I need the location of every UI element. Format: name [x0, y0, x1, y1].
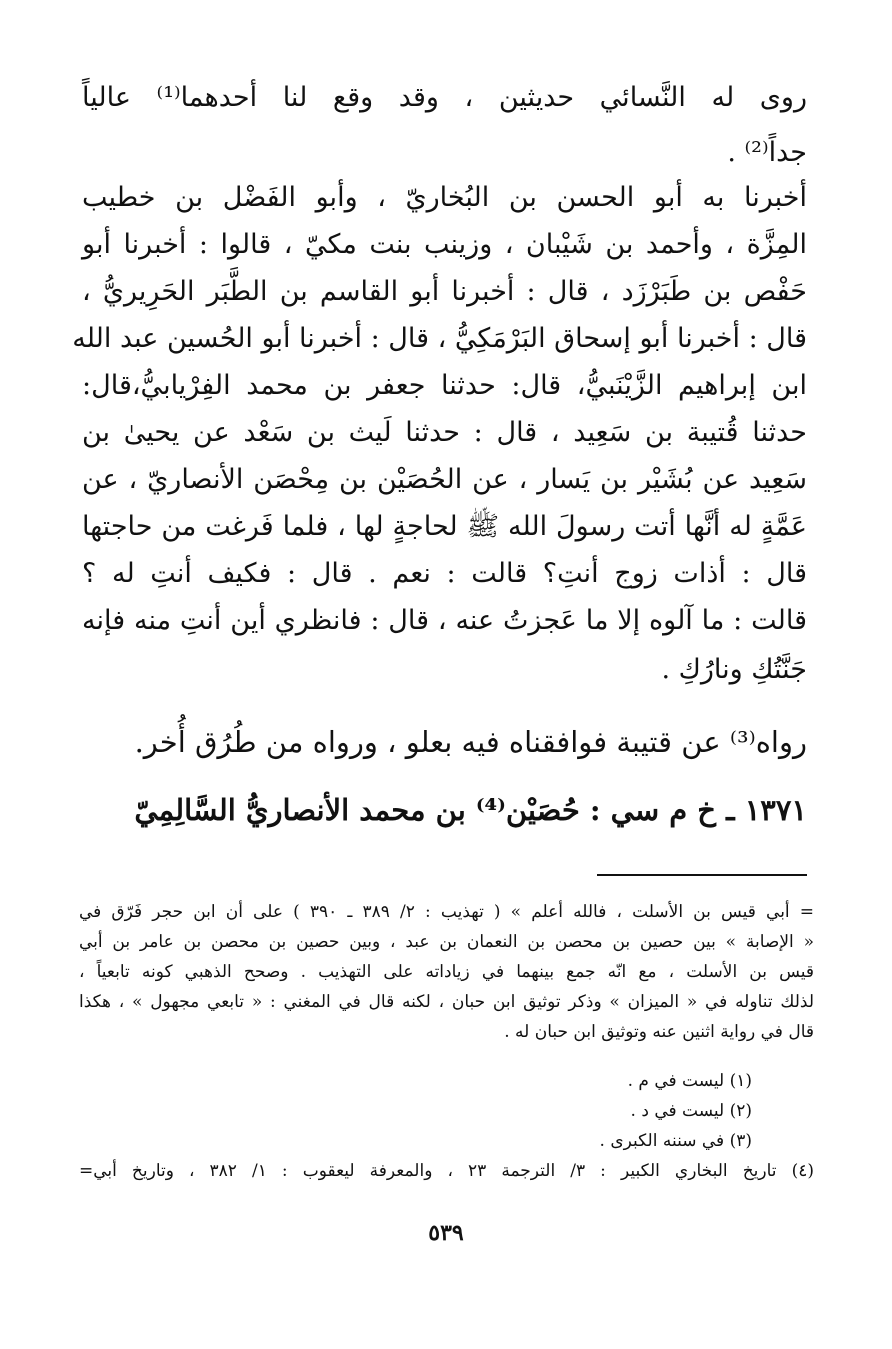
footnote-separator [597, 874, 807, 876]
body-line-8: حدثنا قُتيبة بن سَعِيد ، قال : حدثنا لَيث بن سَعْد عن يحيىٰ بن [82, 417, 807, 448]
footnote-continuation-line-1: = أبي قيس بن الأسلت ، فالله أعلم » ( تهذيب : ٢/ ٣٨٩ ـ ٣٩٠ ) على أن ابن حجر فَرّق في [79, 902, 815, 922]
body-line-5: حَفْص بن طَبَرْزَد ، قال : أخبرنا أبو القاسم بن الطَّبَر الحَرِيريُّ ، [82, 276, 807, 307]
footnote-3: (٣) في سننه الكبرى . [599, 1131, 752, 1151]
body-line-1: روى له النَّسائي حديثين ، وقد وقع لنا أحدهما⁽¹⁾ عالياً [82, 82, 808, 113]
footnote-continuation-line-4: لذلك تناوله في « الميزان » وذكر توثيق ابن حبان ، لكنه قال في المغني : « تابعي مجهول » ، هكذا [79, 992, 814, 1012]
footnote-4: (٤) تاريخ البخاري الكبير : ٣/ الترجمة ٢٣ ، والمعرفة ليعقوب : ١/ ٣٨٢ ، وتاريخ أبي= [79, 1161, 814, 1181]
body-line-13: جَنَّتُكِ ونارُكِ . [661, 654, 807, 685]
body-line-6: قال : أخبرنا أبو إسحاق البَرْمَكِيُّ ، قال : أخبرنا أبو الحُسين عبد الله [72, 323, 807, 354]
body-line-4: المِزَّة ، وأحمد بن شَيْبان ، وزينب بنت مكيّ ، قالوا : أخبرنا أبو [82, 229, 807, 260]
footnote-1: (١) ليست في م . [627, 1071, 752, 1091]
body-line-12: قالت : ما آلوه إلا ما عَجزتُ عنه ، قال : فانظري أين أنتِ منه فإنه [82, 605, 807, 636]
page-number: ٥٣٩ [428, 1220, 464, 1246]
body-line-3: أخبرنا به أبو الحسن بن البُخاريّ ، وأبو الفَضْل بن خطيب [82, 182, 807, 213]
body-line-2: جداً⁽²⁾ . [727, 137, 807, 168]
footnote-continuation-line-3: قيس بن الأسلت ، مع انّه جمع بينهما في زياداته على التهذيب . وصحح الذهبي كونه تابعياً ، [79, 962, 814, 982]
footnote-continuation-line-2: « الإصابة » بين حصين بن محصن بن النعمان بن عبد ، وبين حصين بن محصن بن عامر بن أبي [79, 932, 814, 952]
body-line-10: عَمَّةٍ له أنَّها أتت رسولَ الله ﷺ لحاجةٍ لها ، فلما فَرغت من حاجتها [82, 511, 807, 542]
body-line-11: قال : أذات زوج أنتِ؟ قالت : نعم . قال : فكيف أنتِ له ؟ [82, 558, 807, 589]
body-line-9: سَعِيد عن بُشَيْر بن يَسار ، عن الحُصَيْن بن مِحْصَن الأنصاريّ ، عن [82, 464, 807, 495]
riwaya-line: رواه⁽³⁾ عن قتيبة فوافقناه فيه بعلو ، ورواه من طُرُق أُخر. [134, 725, 807, 759]
footnote-continuation-line-5: قال في رواية اثنين عنه وتوثيق ابن حبان له . [504, 1022, 814, 1042]
body-line-7: ابن إبراهيم الزَّيْنَبيُّ، قال: حدثنا جعفر بن محمد الفِرْيابيُّ،قال: [82, 370, 807, 401]
entry-heading: ١٣٧١ ـ خ م سي : حُصَيْن⁽⁴⁾ بن محمد الأنصاريُّ السَّالِمِيّ [134, 793, 807, 827]
footnote-2: (٢) ليست في د . [630, 1101, 752, 1121]
